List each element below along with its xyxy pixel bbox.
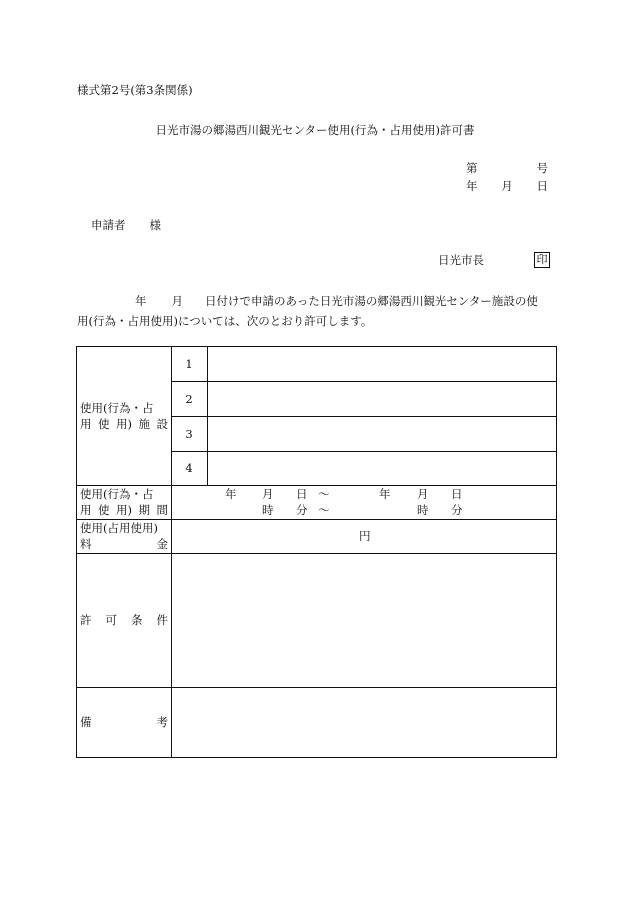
facility-number-4: 4	[185, 461, 193, 475]
facility-number-1: 1	[185, 357, 193, 371]
seal-mark: 印	[534, 252, 550, 268]
remarks-label: 備 考	[80, 715, 168, 729]
period-start-date-day: 日	[296, 487, 308, 501]
permit-table	[76, 346, 557, 758]
period-tilde-1: ～	[318, 487, 330, 501]
issuer-label: 日光市長	[438, 253, 484, 267]
conditions-label: 許 可 条 件	[80, 613, 168, 627]
statement-month: 月	[171, 294, 183, 308]
statement-line1: 日付けで申請のあった日光市湯の郷湯西川観光センター施設の使	[205, 294, 538, 308]
honorific-label: 様	[149, 218, 161, 232]
period-start-date-month: 月	[262, 487, 274, 501]
dai-label: 第	[466, 161, 478, 175]
permit-statement	[77, 291, 552, 331]
form-number: 様式第2号(第3条関係)	[77, 83, 193, 97]
period-start-date-year: 年	[225, 487, 237, 501]
document-number-line	[466, 161, 548, 175]
year-label: 年	[466, 179, 478, 193]
document-title: 日光市湯の郷湯西川観光センター使用(行為・占用使用)許可書	[155, 123, 475, 137]
period-end-hour: 時	[417, 503, 429, 517]
fee-unit: 円	[359, 529, 371, 543]
period-end-date-day: 日	[451, 487, 463, 501]
period-end-date-year: 年	[379, 487, 391, 501]
month-label: 月	[501, 179, 513, 193]
statement-year: 年	[135, 294, 147, 308]
statement-line2: 用(行為・占用使用)については、次のとおり許可します。	[77, 314, 373, 328]
issue-date-line	[466, 179, 548, 193]
period-tilde-2: ～	[318, 503, 330, 517]
period-start-hour: 時	[262, 503, 274, 517]
facility-number-3: 3	[185, 427, 193, 441]
facility-label: 使用(行為・占 用 使 用) 施 設	[80, 401, 168, 431]
fee-label: 使用(占用使用) 料 金	[80, 521, 168, 551]
go-label: 号	[536, 161, 548, 175]
facility-number-2: 2	[185, 392, 193, 406]
applicant-label: 申請者	[91, 218, 126, 232]
applicant-line	[91, 218, 161, 232]
period-label: 使用(行為・占 用 使 用) 期 間	[80, 487, 168, 517]
issuer-line	[438, 252, 550, 268]
day-label: 日	[536, 179, 548, 193]
period-end-minute: 分	[451, 503, 463, 517]
period-end-date-month: 月	[417, 487, 429, 501]
period-start-minute: 分	[296, 503, 308, 517]
